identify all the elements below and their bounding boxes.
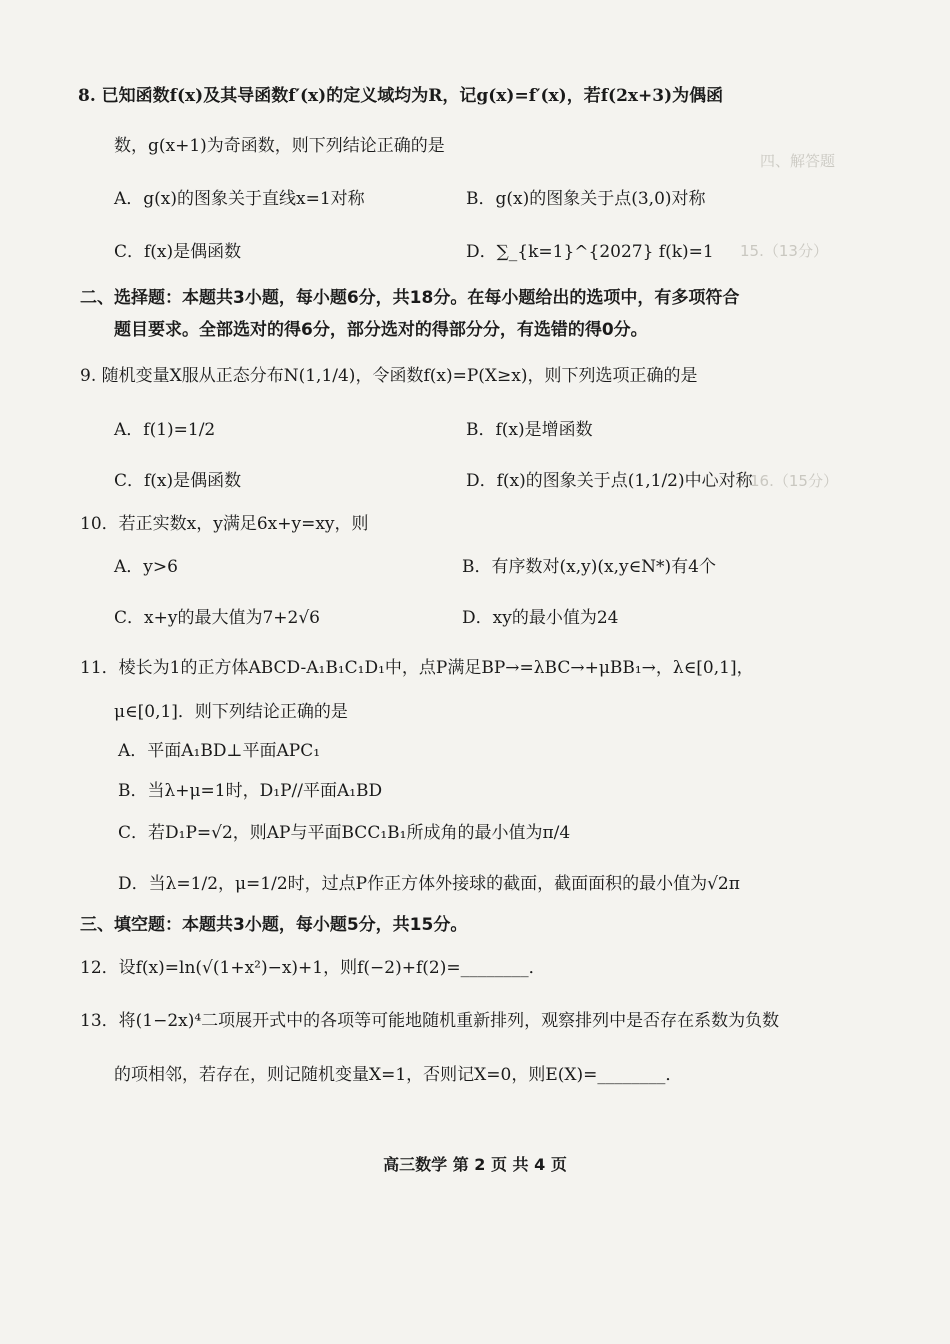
bleed-through-text: 16.（15分） bbox=[750, 472, 838, 490]
section2-heading-line1: 二、选择题：本题共3小题，每小题6分，共18分。在每小题给出的选项中，有多项符合 bbox=[80, 288, 740, 308]
q13-stem-line2: 的项相邻，若存在，则记随机变量X=1，否则记X=0，则E(X)=________． bbox=[114, 1065, 683, 1085]
q9-option-d: D．f(x)的图象关于点(1,1/2)中心对称 bbox=[466, 471, 753, 491]
q10-option-c: C．x+y的最大值为7+2√6 bbox=[114, 608, 320, 628]
q11-option-d: D．当λ=1/2，μ=1/2时，过点P作正方体外接球的截面，截面面积的最小值为√2π bbox=[118, 874, 740, 894]
q11-option-b: B．当λ+μ=1时，D₁P//平面A₁BD bbox=[118, 781, 383, 801]
q13-stem-line1: 13．将(1−2x)⁴二项展开式中的各项等可能地随机重新排列，观察排列中是否存在系数为负数 bbox=[80, 1011, 780, 1031]
q9-stem: 9. 随机变量X服从正态分布N(1,1/4)，令函数f(x)=P(X≥x)，则下列选项正确的是 bbox=[80, 366, 698, 386]
section2-heading-line2: 题目要求。全部选对的得6分，部分选对的得部分分，有选错的得0分。 bbox=[114, 320, 648, 340]
q8-option-a: A．g(x)的图象关于直线x=1对称 bbox=[114, 189, 365, 209]
q10-option-d: D．xy的最小值为24 bbox=[462, 608, 619, 628]
q10-option-a: A．y>6 bbox=[114, 557, 178, 577]
section3-heading: 三、填空题：本题共3小题，每小题5分，共15分。 bbox=[80, 915, 468, 935]
q9-option-c: C．f(x)是偶函数 bbox=[114, 471, 242, 491]
q8-stem-line2: 数，g(x+1)为奇函数，则下列结论正确的是 bbox=[114, 136, 445, 156]
q11-stem-line1: 11．棱长为1的正方体ABCD-A₁B₁C₁D₁中，点P满足BP→=λBC→+μBB₁→，λ∈[0,1]， bbox=[80, 658, 754, 678]
q10-option-b: B．有序数对(x,y)(x,y∈N*)有4个 bbox=[462, 557, 716, 577]
q11-option-c: C．若D₁P=√2，则AP与平面BCC₁B₁所成角的最小值为π/4 bbox=[118, 823, 571, 843]
q12-stem: 12．设f(x)=ln(√(1+x²)−x)+1，则f(−2)+f(2)=________． bbox=[80, 958, 546, 978]
page-footer: 高三数学 第 2 页 共 4 页 bbox=[383, 1155, 567, 1174]
q8-option-d: D．∑_{k=1}^{2027} f(k)=1 bbox=[466, 242, 714, 262]
q8-option-c: C．f(x)是偶函数 bbox=[114, 242, 242, 262]
q9-option-a: A．f(1)=1/2 bbox=[114, 420, 216, 440]
q8-stem-line1: 8. 已知函数f(x)及其导函数f′(x)的定义域均为R，记g(x)=f′(x)，若f(2x+3)为偶函 bbox=[78, 86, 724, 106]
q10-stem: 10．若正实数x，y满足6x+y=xy，则 bbox=[80, 514, 369, 534]
q9-option-b: B．f(x)是增函数 bbox=[466, 420, 593, 440]
bleed-through-text: 15.（13分） bbox=[740, 242, 828, 260]
q11-option-a: A．平面A₁BD⊥平面APC₁ bbox=[118, 741, 321, 761]
q11-stem-line2: μ∈[0,1]．则下列结论正确的是 bbox=[114, 702, 348, 722]
q8-option-b: B．g(x)的图象关于点(3,0)对称 bbox=[466, 189, 706, 209]
bleed-through-text: 四、解答题 bbox=[760, 152, 836, 170]
